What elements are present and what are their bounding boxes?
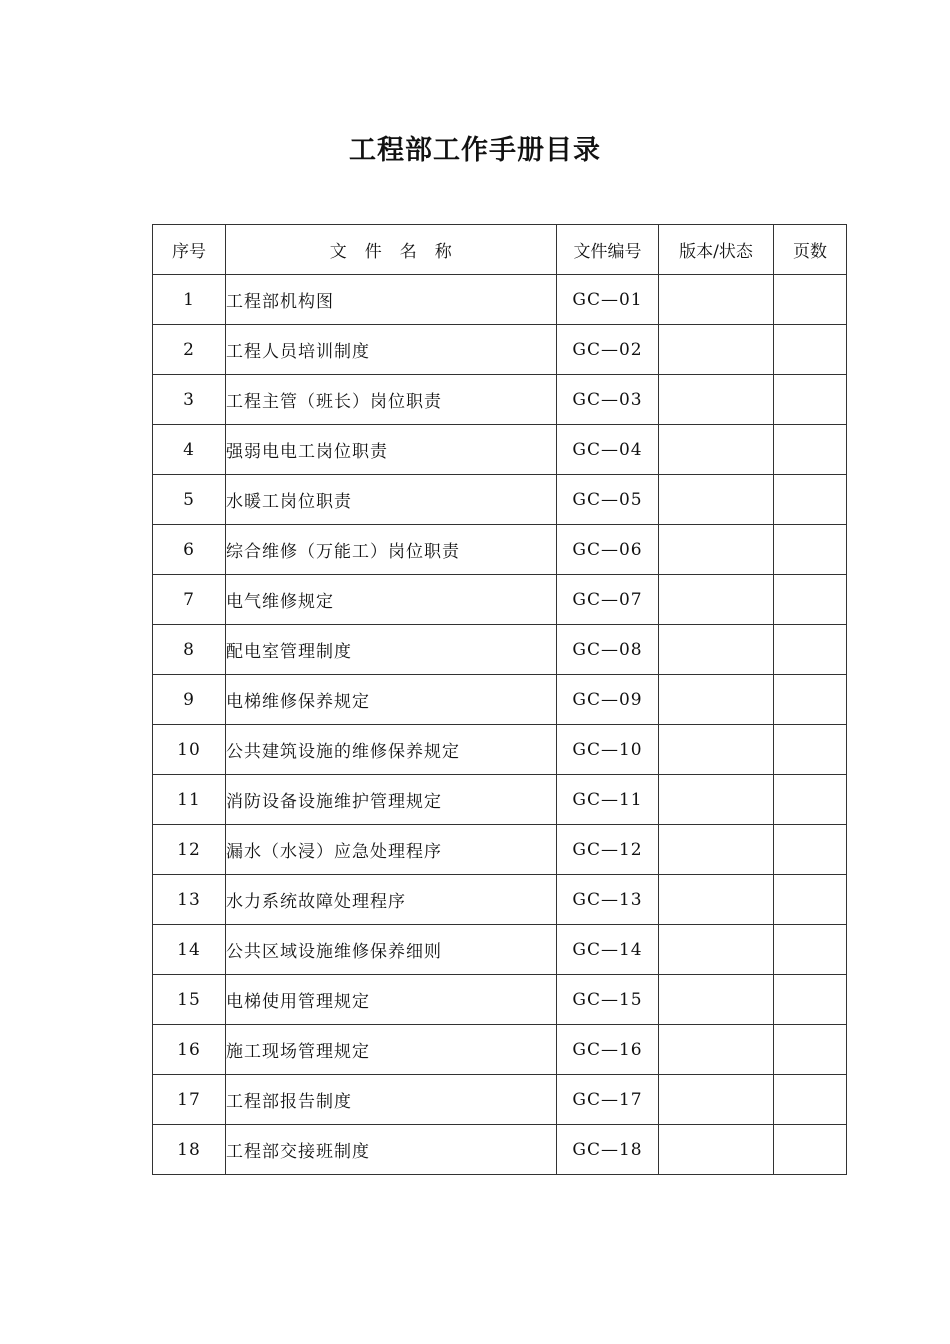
cell-name: 水暖工岗位职责 — [226, 475, 557, 525]
cell-name: 工程部机构图 — [226, 275, 557, 325]
cell-code: GC—11 — [557, 775, 659, 825]
table-row — [153, 325, 847, 375]
table-row — [153, 725, 847, 775]
cell-version — [659, 725, 774, 775]
table-row — [153, 1025, 847, 1075]
cell-version — [659, 1075, 774, 1125]
cell-name: 工程人员培训制度 — [226, 325, 557, 375]
cell-pages — [774, 625, 847, 675]
table-row — [153, 675, 847, 725]
cell-version — [659, 275, 774, 325]
cell-pages — [774, 875, 847, 925]
table-row — [153, 825, 847, 875]
cell-version — [659, 825, 774, 875]
table-row — [153, 475, 847, 525]
cell-code: GC—04 — [557, 425, 659, 475]
cell-version — [659, 925, 774, 975]
cell-pages — [774, 1125, 847, 1175]
cell-name: 水力系统故障处理程序 — [226, 875, 557, 925]
cell-version — [659, 575, 774, 625]
cell-seq: 6 — [153, 525, 226, 575]
cell-code: GC—18 — [557, 1125, 659, 1175]
cell-name: 强弱电电工岗位职责 — [226, 425, 557, 475]
cell-seq: 7 — [153, 575, 226, 625]
cell-code: GC—06 — [557, 525, 659, 575]
table-row — [153, 775, 847, 825]
cell-seq: 17 — [153, 1075, 226, 1125]
cell-seq: 18 — [153, 1125, 226, 1175]
cell-seq: 4 — [153, 425, 226, 475]
table-row — [153, 975, 847, 1025]
cell-code: GC—16 — [557, 1025, 659, 1075]
cell-version — [659, 425, 774, 475]
table-row — [153, 1125, 847, 1175]
cell-version — [659, 525, 774, 575]
cell-pages — [774, 475, 847, 525]
page-title: 工程部工作手册目录 — [349, 135, 601, 166]
cell-version — [659, 1025, 774, 1075]
cell-code: GC—15 — [557, 975, 659, 1025]
cell-code: GC—05 — [557, 475, 659, 525]
header-seq: 序号 — [153, 225, 226, 275]
header-code: 文件编号 — [557, 225, 659, 275]
cell-code: GC—12 — [557, 825, 659, 875]
header-version: 版本/状态 — [659, 225, 774, 275]
cell-name: 公共建筑设施的维修保养规定 — [226, 725, 557, 775]
cell-seq: 2 — [153, 325, 226, 375]
cell-name: 配电室管理制度 — [226, 625, 557, 675]
table-header-row — [153, 225, 847, 275]
cell-pages — [774, 975, 847, 1025]
cell-pages — [774, 925, 847, 975]
cell-code: GC—10 — [557, 725, 659, 775]
cell-pages — [774, 725, 847, 775]
cell-code: GC—14 — [557, 925, 659, 975]
cell-code: GC—03 — [557, 375, 659, 425]
cell-pages — [774, 775, 847, 825]
cell-pages — [774, 425, 847, 475]
header-name: 文 件 名 称 — [226, 225, 557, 275]
table-row — [153, 575, 847, 625]
cell-pages — [774, 1075, 847, 1125]
cell-seq: 15 — [153, 975, 226, 1025]
header-pages: 页数 — [774, 225, 847, 275]
cell-version — [659, 775, 774, 825]
cell-code: GC—17 — [557, 1075, 659, 1125]
toc-table — [152, 224, 847, 1175]
cell-seq: 3 — [153, 375, 226, 425]
cell-name: 工程部交接班制度 — [226, 1125, 557, 1175]
cell-seq: 8 — [153, 625, 226, 675]
cell-version — [659, 875, 774, 925]
cell-version — [659, 1125, 774, 1175]
cell-name: 工程主管（班长）岗位职责 — [226, 375, 557, 425]
table-row — [153, 275, 847, 325]
table-row — [153, 925, 847, 975]
cell-pages — [774, 525, 847, 575]
table-row — [153, 425, 847, 475]
cell-seq: 12 — [153, 825, 226, 875]
cell-code: GC—13 — [557, 875, 659, 925]
cell-code: GC—07 — [557, 575, 659, 625]
cell-pages — [774, 375, 847, 425]
cell-name: 公共区域设施维修保养细则 — [226, 925, 557, 975]
cell-seq: 10 — [153, 725, 226, 775]
table-row — [153, 1075, 847, 1125]
cell-version — [659, 675, 774, 725]
cell-version — [659, 475, 774, 525]
cell-name: 工程部报告制度 — [226, 1075, 557, 1125]
cell-seq: 1 — [153, 275, 226, 325]
cell-seq: 14 — [153, 925, 226, 975]
cell-code: GC—08 — [557, 625, 659, 675]
table-row — [153, 525, 847, 575]
cell-name: 电气维修规定 — [226, 575, 557, 625]
cell-pages — [774, 675, 847, 725]
cell-name: 综合维修（万能工）岗位职责 — [226, 525, 557, 575]
cell-pages — [774, 325, 847, 375]
table-body — [153, 275, 847, 1175]
cell-version — [659, 375, 774, 425]
cell-pages — [774, 275, 847, 325]
cell-seq: 13 — [153, 875, 226, 925]
cell-seq: 11 — [153, 775, 226, 825]
cell-name: 电梯维修保养规定 — [226, 675, 557, 725]
cell-seq: 5 — [153, 475, 226, 525]
cell-version — [659, 625, 774, 675]
cell-pages — [774, 1025, 847, 1075]
cell-name: 施工现场管理规定 — [226, 1025, 557, 1075]
cell-code: GC—01 — [557, 275, 659, 325]
cell-version — [659, 325, 774, 375]
cell-name: 漏水（水浸）应急处理程序 — [226, 825, 557, 875]
cell-pages — [774, 825, 847, 875]
cell-code: GC—02 — [557, 325, 659, 375]
cell-version — [659, 975, 774, 1025]
cell-name: 消防设备设施维护管理规定 — [226, 775, 557, 825]
cell-code: GC—09 — [557, 675, 659, 725]
table-row — [153, 375, 847, 425]
table-row — [153, 625, 847, 675]
cell-seq: 16 — [153, 1025, 226, 1075]
table-row — [153, 875, 847, 925]
cell-name: 电梯使用管理规定 — [226, 975, 557, 1025]
cell-seq: 9 — [153, 675, 226, 725]
cell-pages — [774, 575, 847, 625]
